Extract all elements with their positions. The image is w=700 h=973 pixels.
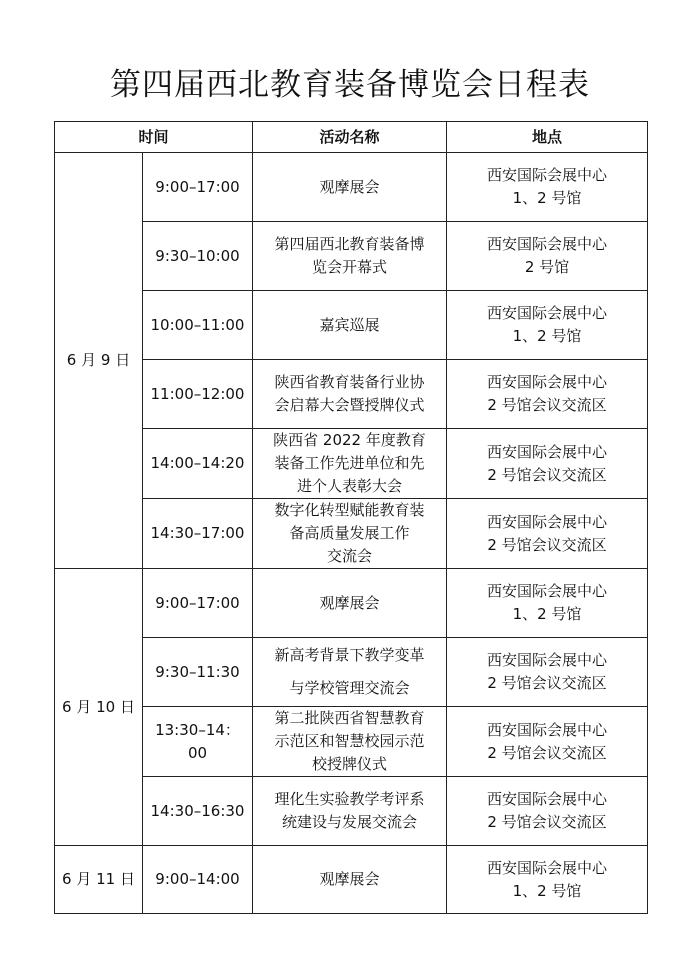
time-cell: 9:00–17:00 bbox=[143, 153, 253, 222]
header-time: 时间 bbox=[55, 122, 253, 153]
activity-cell: 观摩展会 bbox=[253, 846, 447, 914]
header-location: 地点 bbox=[447, 122, 648, 153]
time-cell: 9:30–11:30 bbox=[143, 638, 253, 707]
activity-cell: 陕西省教育装备行业协 会启幕大会暨授牌仪式 bbox=[253, 360, 447, 429]
activity-cell: 新高考背景下教学变革 与学校管理交流会 bbox=[253, 638, 447, 707]
time-cell: 14:00–14:20 bbox=[143, 429, 253, 499]
table-row bbox=[55, 499, 648, 569]
activity-cell: 陕西省 2022 年度教育 装备工作先进单位和先 进个人表彰大会 bbox=[253, 429, 447, 499]
table-row bbox=[55, 777, 648, 846]
date-cell: 6 月 10 日 bbox=[55, 569, 143, 846]
table-row bbox=[55, 707, 648, 777]
location-cell: 西安国际会展中心 2 号馆会议交流区 bbox=[447, 777, 648, 846]
table-row bbox=[55, 429, 648, 499]
location-cell: 西安国际会展中心 1、2 号馆 bbox=[447, 291, 648, 360]
activity-cell: 嘉宾巡展 bbox=[253, 291, 447, 360]
location-cell: 西安国际会展中心 2 号馆会议交流区 bbox=[447, 429, 648, 499]
activity-cell: 观摩展会 bbox=[253, 153, 447, 222]
table-row bbox=[55, 153, 648, 222]
activity-cell: 数字化转型赋能教育装 备高质量发展工作 交流会 bbox=[253, 499, 447, 569]
table-row bbox=[55, 569, 648, 638]
activity-cell: 观摩展会 bbox=[253, 569, 447, 638]
location-cell: 西安国际会展中心 2 号馆 bbox=[447, 222, 648, 291]
schedule-table bbox=[54, 121, 648, 914]
header-row bbox=[55, 122, 648, 153]
location-cell: 西安国际会展中心 1、2 号馆 bbox=[447, 569, 648, 638]
date-cell: 6 月 9 日 bbox=[55, 153, 143, 569]
table-row bbox=[55, 360, 648, 429]
table-row bbox=[55, 291, 648, 360]
document-title: 第四届西北教育装备博览会日程表 bbox=[110, 66, 590, 103]
location-cell: 西安国际会展中心 2 号馆会议交流区 bbox=[447, 707, 648, 777]
date-cell: 6 月 11 日 bbox=[55, 846, 143, 914]
location-cell: 西安国际会展中心 2 号馆会议交流区 bbox=[447, 638, 648, 707]
time-cell: 14:30–17:00 bbox=[143, 499, 253, 569]
header-activity: 活动名称 bbox=[253, 122, 447, 153]
table-row bbox=[55, 638, 648, 707]
time-cell: 9:30–10:00 bbox=[143, 222, 253, 291]
table-row bbox=[55, 222, 648, 291]
location-cell: 西安国际会展中心 1、2 号馆 bbox=[447, 846, 648, 914]
activity-cell: 理化生实验教学考评系 统建设与发展交流会 bbox=[253, 777, 447, 846]
time-cell: 9:00–17:00 bbox=[143, 569, 253, 638]
location-cell: 西安国际会展中心 2 号馆会议交流区 bbox=[447, 499, 648, 569]
time-cell: 11:00–12:00 bbox=[143, 360, 253, 429]
activity-cell: 第四届西北教育装备博 览会开幕式 bbox=[253, 222, 447, 291]
activity-cell: 第二批陕西省智慧教育 示范区和智慧校园示范 校授牌仪式 bbox=[253, 707, 447, 777]
location-cell: 西安国际会展中心 2 号馆会议交流区 bbox=[447, 360, 648, 429]
time-cell: 13:30–14：00 bbox=[143, 707, 253, 777]
location-cell: 西安国际会展中心 1、2 号馆 bbox=[447, 153, 648, 222]
time-cell: 14:30–16:30 bbox=[143, 777, 253, 846]
table-row bbox=[55, 846, 648, 914]
time-cell: 9:00–14:00 bbox=[143, 846, 253, 914]
time-cell: 10:00–11:00 bbox=[143, 291, 253, 360]
